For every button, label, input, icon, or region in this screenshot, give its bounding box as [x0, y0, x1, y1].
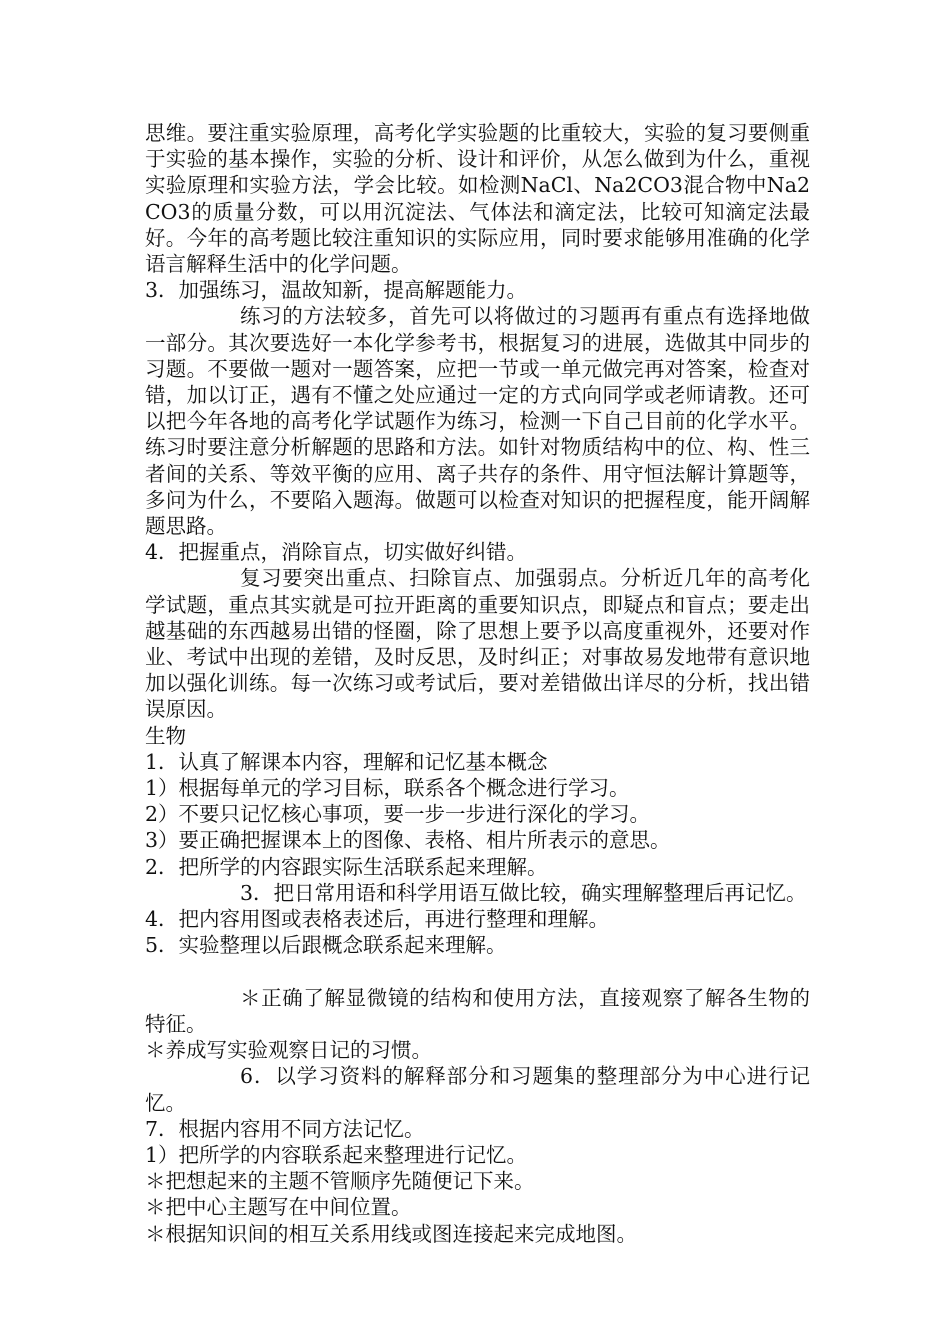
list-item: ＊养成写实验观察日记的习惯。 [145, 1038, 432, 1063]
paragraph-key-points: 复习要突出重点、扫除盲点、加强弱点。分析近几年的高考化学试题，重点其实就是可拉开距离的重要知识点，即疑点和盲点；要走出越基础的东西越易出错的怪圈，除了思想上要予以高度重视外，还要对作业、考试中出现的差错，及时反思，及时纠正；对事故易发地带有意识地加以强化训练。每一次练习或考试后，要对差错做出详尽的分析，找出错误原因。 [145, 566, 810, 722]
list-item: 2）不要只记忆核心事项，要一步一步进行深化的学习。 [145, 802, 651, 827]
list-item: ＊正确了解显微镜的结构和使用方法，直接观察了解各生物的特征。 [145, 985, 810, 1036]
list-item: 3）要正确把握课本上的图像、表格、相片所表示的意思。 [145, 828, 671, 853]
section-title-biology: 生物 [145, 723, 186, 748]
list-item: 5．实验整理以后跟概念联系起来理解。 [145, 933, 507, 958]
list-item: ＊根据知识间的相互关系用线或图连接起来完成地图。 [145, 1221, 637, 1246]
heading-practice: 3．加强练习，温故知新，提高解题能力。 [145, 278, 528, 303]
heading-key-points: 4．把握重点，消除盲点，切实做好纠错。 [145, 540, 528, 565]
document-body [145, 120, 810, 1247]
list-item: 4．把内容用图或表格表述后，再进行整理和理解。 [145, 907, 610, 932]
list-item: 3．把日常用语和科学用语互做比较，确实理解整理后再记忆。 [240, 880, 807, 905]
paragraph-chemistry-principles: 思维。要注重实验原理，高考化学实验题的比重较大，实验的复习要侧重于实验的基本操作，实验的分析、设计和评价，从怎么做到为什么，重视实验原理和实验方法，学会比较。如检测NaCl、Na2CO3混合物中Na2CO3的质量分数，可以用沉淀法、气体法和滴定法，比较可知滴定法最好。今年的高考题比较注重知识的实际应用，同时要求能够用准确的化学语言解释生活中的化学问题。 [145, 121, 810, 277]
list-item: ＊把中心主题写在中间位置。 [145, 1195, 412, 1220]
paragraph-practice-methods: 练习的方法较多，首先可以将做过的习题再有重点有选择地做一部分。其次要选好一本化学参考书，根据复习的进展，选做其中同步的习题。不要做一题对一题答案，应把一节或一单元做完再对答案，检查对错，加以订正，遇有不懂之处应通过一定的方式向同学或老师请教。还可以把今年各地的高考化学试题作为练习，检测一下自己目前的化学水平。练习时要注意分析解题的思路和方法。如针对物质结构中的位、构、性三者间的关系、等效平衡的应用、离子共存的条件、用守恒法解计算题等，多问为什么，不要陷入题海。做题可以检查对知识的把握程度，能开阔解题思路。 [145, 304, 810, 539]
list-item: 1）根据每单元的学习目标，联系各个概念进行学习。 [145, 776, 630, 801]
list-item: 1．认真了解课本内容，理解和记忆基本概念 [145, 749, 548, 774]
blank-line [145, 959, 810, 985]
list-item: 1）把所学的内容联系起来整理进行记忆。 [145, 1142, 528, 1167]
list-item: 6．以学习资料的解释部分和习题集的整理部分为中心进行记忆。 [145, 1064, 810, 1115]
list-item: ＊把想起来的主题不管顺序先随便记下来。 [145, 1169, 535, 1194]
list-item: 2．把所学的内容跟实际生活联系起来理解。 [145, 854, 548, 879]
list-item: 7．根据内容用不同方法记忆。 [145, 1116, 425, 1141]
